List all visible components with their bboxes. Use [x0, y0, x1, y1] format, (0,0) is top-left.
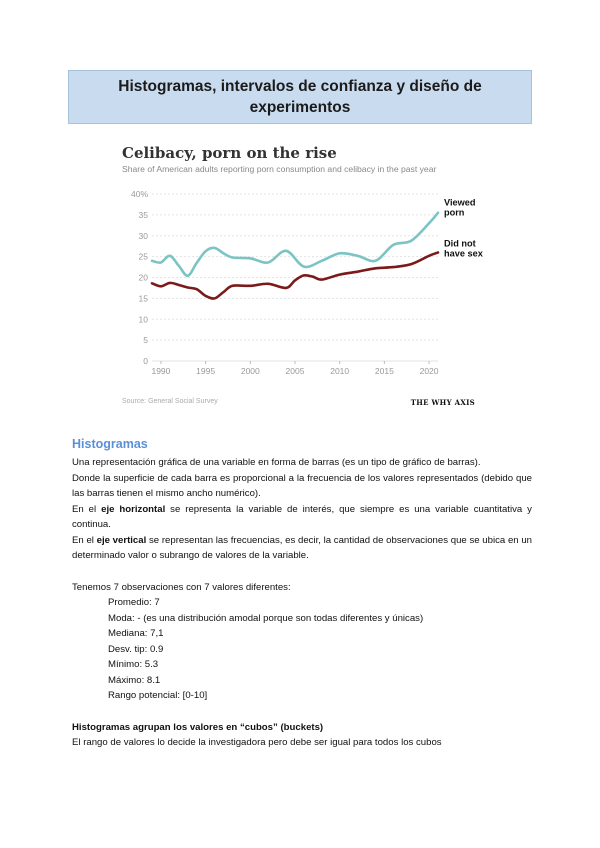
y-tick-label: 10	[138, 314, 148, 325]
page-title: Histogramas, intervalos de confianza y diseño de experimentos	[118, 78, 482, 116]
x-tick-label: 2020	[419, 366, 439, 376]
stat-item: Máximo: 8.1	[108, 674, 161, 686]
paragraph-horizontal-axis	[72, 502, 532, 533]
paragraph-area: Donde la superficie de cada barra es proporcional a la frecuencia de los valores representados (debido que las barras tienen el mismo ancho numérico).	[72, 472, 532, 499]
chart-subtitle: Share of American adults reporting porn consumption and celibacy in the past year	[122, 164, 437, 174]
body-text	[72, 436, 532, 751]
stats-list	[72, 595, 532, 704]
stat-item: Moda: - (es una distribución amodal porque son todas diferentes y únicas)	[108, 612, 424, 624]
text-run: (buckets)	[277, 721, 324, 733]
figure	[112, 140, 490, 416]
chart-source: Source: General Social Survey	[122, 398, 218, 405]
stat-item: Mínimo: 5.3	[108, 659, 159, 670]
observations-intro: Tenemos 7 observaciones con 7 valores diferentes:	[72, 581, 291, 593]
text-run: se representan las frecuencias, es decir, la cantidad de observaciones que se ubica en un determinado valor o subrango de valores de la variable.	[72, 534, 532, 561]
stat-item: Mediana: 7,1	[108, 628, 164, 639]
x-tick-label: 2005	[285, 366, 305, 376]
x-tick-label: 2000	[240, 366, 260, 376]
text-run: se representa la variable de interés, que siempre es una variable cuantitativa y continua.	[72, 503, 532, 530]
y-tick-label: 5	[143, 335, 148, 346]
paragraph-definition: Una representación gráfica de una variable en forma de barras (es un tipo de gráfico de barras).	[72, 457, 481, 468]
buckets-rule: El rango de valores lo decide la investigadora pero debe ser igual para todos los cubos	[72, 737, 442, 748]
spacer	[72, 564, 532, 580]
series-label: Viewed	[444, 197, 476, 208]
chart-title: Celibacy, porn on the rise	[122, 144, 337, 162]
x-tick-label: 2015	[374, 366, 394, 376]
stat-item: Desv. tip: 0.9	[108, 643, 164, 655]
buckets-heading	[72, 720, 532, 736]
text-run: En el	[72, 503, 102, 515]
paragraph-vertical-axis	[72, 533, 532, 564]
emphasis-horizontal-axis: eje horizontal	[101, 503, 166, 515]
section-heading: Histogramas	[72, 437, 148, 451]
stat-item: Promedio: 7	[108, 597, 160, 608]
y-tick-label: 30	[138, 230, 148, 241]
series-label: Did not	[444, 238, 476, 249]
series-label: porn	[444, 207, 465, 218]
text-run: “cubos”	[239, 721, 278, 733]
spacer	[72, 704, 532, 720]
y-tick-label: 40%	[130, 189, 148, 199]
y-tick-label: 25	[138, 251, 148, 262]
series-label: have sex	[444, 248, 483, 259]
x-tick-label: 1990	[151, 366, 171, 376]
text-run: En el	[72, 534, 97, 546]
emphasis-vertical-axis: eje vertical	[96, 534, 147, 546]
stat-item: Rango potencial: [0-10]	[108, 690, 208, 701]
y-tick-label: 20	[138, 272, 148, 283]
x-tick-label: 2010	[330, 366, 350, 376]
y-tick-label: 35	[138, 209, 148, 220]
header-banner	[68, 70, 532, 124]
line-chart	[112, 140, 490, 416]
x-tick-label: 1995	[196, 366, 216, 376]
y-tick-label: 15	[138, 293, 148, 304]
text-run: Histogramas agrupan los valores en	[72, 721, 240, 733]
chart-brand-logo: THE WHY AXIS	[410, 398, 475, 407]
y-tick-label: 0	[143, 356, 148, 366]
